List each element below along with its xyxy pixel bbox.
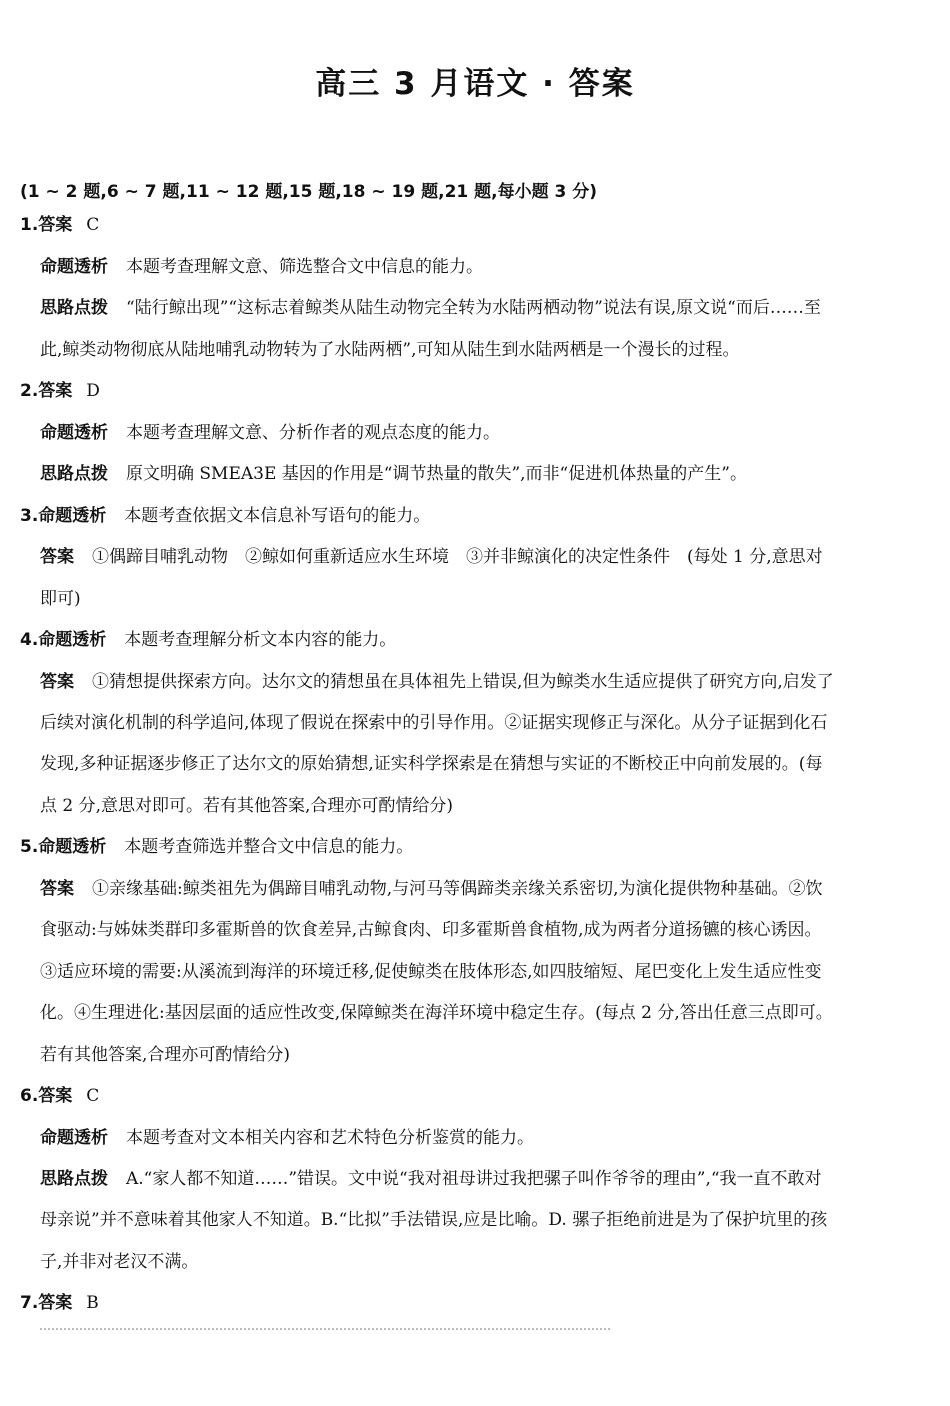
q3-answer-line-2: 即可) bbox=[40, 589, 81, 609]
q2-analysis-text: 本题考查理解文意、分析作者的观点态度的能力。 bbox=[126, 423, 500, 443]
q6-analysis-label: 命题透析 bbox=[40, 1128, 108, 1148]
q6-hint-line-1: A.“家人都不知道……”错误。文中说“我对祖母讲过我把骡子叫作爷爷的理由”,“我一直不敢对 bbox=[126, 1169, 822, 1189]
q4-answer-line-2: 后续对演化机制的科学追问,体现了假说在探索中的引导作用。②证据实现修正与深化。从分子证据到化石 bbox=[40, 713, 828, 733]
q3-answer-line-1: ①偶蹄目哺乳动物 ②鲸如何重新适应水生环境 ③并非鲸演化的决定性条件 (每处 1 分,意思对 bbox=[92, 547, 823, 567]
q6-number: 6. bbox=[20, 1086, 39, 1106]
q4-answer-row bbox=[40, 670, 928, 694]
q1-hint-line-1: “陆行鲸出现”“这标志着鲸类从陆生动物完全转为水陆两栖动物”说法有误,原文说“而后……至 bbox=[126, 298, 821, 318]
q2-answer-value: D bbox=[86, 381, 100, 401]
q4-analysis-label: 命题透析 bbox=[38, 630, 107, 650]
q3-answer-row bbox=[40, 545, 928, 569]
q6-answer-label: 答案 bbox=[38, 1086, 73, 1106]
q7-answer-label: 答案 bbox=[38, 1293, 73, 1313]
q2-analysis-row bbox=[40, 421, 920, 445]
q2-analysis-label: 命题透析 bbox=[40, 423, 108, 443]
q6-analysis-text: 本题考查对文本相关内容和艺术特色分析鉴赏的能力。 bbox=[126, 1128, 534, 1148]
q1-answer-row bbox=[20, 213, 320, 237]
q2-hint-text: 原文明确 SMEA3E 基因的作用是“调节热量的散失”,而非“促进机体热量的产生”。 bbox=[126, 464, 747, 484]
q5-number: 5. bbox=[20, 837, 39, 857]
q5-answer-line-2: 食驱动:与姊妹类群印多霍斯兽的饮食差异,古鲸食肉、印多霍斯兽食植物,成为两者分道扬镳的核心诱因。 bbox=[40, 920, 822, 940]
q1-answer-value: C bbox=[86, 215, 100, 235]
q4-answer-line-3: 发现,多种证据逐步修正了达尔文的原始猜想,证实科学探索是在猜想与实证的不断校正中向前发展的。(每 bbox=[40, 754, 823, 774]
q6-answer-row bbox=[20, 1084, 320, 1108]
q5-answer-line-4: 化。④生理进化:基因层面的适应性改变,保障鲸类在海洋环境中稳定生存。(每点 2 分,答出任意三点即可。 bbox=[40, 1003, 833, 1023]
q4-answer-line-1: ①猜想提供探索方向。达尔文的猜想虽在具体祖先上错误,但为鲸类水生适应提供了研究方向,启发了 bbox=[92, 672, 834, 692]
q5-analysis-label: 命题透析 bbox=[38, 837, 107, 857]
q5-analysis-row bbox=[20, 835, 900, 859]
q5-answer-label: 答案 bbox=[40, 879, 74, 899]
q2-answer-row bbox=[20, 379, 320, 403]
page-cutoff-line bbox=[40, 1328, 610, 1333]
q6-hint-row bbox=[40, 1167, 928, 1191]
q6-hint-label: 思路点拨 bbox=[40, 1169, 108, 1189]
q4-analysis-row bbox=[20, 628, 900, 652]
q2-hint-row bbox=[40, 462, 920, 486]
q1-analysis-label: 命题透析 bbox=[40, 257, 108, 277]
q6-hint-line-3: 子,并非对老汉不满。 bbox=[40, 1252, 199, 1272]
q2-answer-label: 答案 bbox=[38, 381, 73, 401]
q3-analysis-label: 命题透析 bbox=[38, 506, 107, 526]
q4-analysis-text: 本题考查理解分析文本内容的能力。 bbox=[124, 630, 397, 650]
q5-answer-line-5: 若有其他答案,合理亦可酌情给分) bbox=[40, 1045, 291, 1065]
q4-number: 4. bbox=[20, 630, 39, 650]
q3-number: 3. bbox=[20, 506, 39, 526]
q6-answer-value: C bbox=[86, 1086, 100, 1106]
q2-hint-label: 思路点拨 bbox=[40, 464, 108, 484]
q6-analysis-row bbox=[40, 1126, 920, 1150]
q1-analysis-text: 本题考查理解文意、筛选整合文中信息的能力。 bbox=[126, 257, 483, 277]
scoring-note: (1 ~ 2 题,6 ~ 7 题,11 ~ 12 题,15 题,18 ~ 19 题,21 题,每小题 3 分) bbox=[20, 182, 598, 202]
q2-number: 2. bbox=[20, 381, 39, 401]
page-title: 高三 3 月语文 · 答案 bbox=[315, 66, 635, 102]
q1-analysis-row bbox=[40, 255, 920, 279]
q4-answer-line-4: 点 2 分,意思对即可。若有其他答案,合理亦可酌情给分) bbox=[40, 796, 454, 816]
q7-answer-value: B bbox=[86, 1293, 99, 1313]
q1-hint-label: 思路点拨 bbox=[40, 298, 108, 318]
q1-answer-label: 答案 bbox=[38, 215, 73, 235]
q6-hint-line-2: 母亲说”并不意味着其他家人不知道。B.“比拟”手法错误,应是比喻。D. 骡子拒绝前进是为了保护坑里的孩 bbox=[40, 1210, 828, 1230]
q5-answer-line-3: ③适应环境的需要:从溪流到海洋的环境迁移,促使鲸类在肢体形态,如四肢缩短、尾巴变化上发生适应性变 bbox=[40, 962, 822, 982]
q3-analysis-row bbox=[20, 504, 900, 528]
q4-answer-label: 答案 bbox=[40, 672, 74, 692]
q5-answer-row bbox=[40, 877, 928, 901]
q7-number: 7. bbox=[20, 1293, 39, 1313]
q3-answer-label: 答案 bbox=[40, 547, 74, 567]
q7-answer-row bbox=[20, 1291, 320, 1315]
q5-analysis-text: 本题考查筛选并整合文中信息的能力。 bbox=[124, 837, 414, 857]
q1-number: 1. bbox=[20, 215, 39, 235]
q1-hint-line-2: 此,鲸类动物彻底从陆地哺乳动物转为了水陆两栖”,可知从陆生到水陆两栖是一个漫长的过程。 bbox=[40, 340, 740, 360]
q3-analysis-text: 本题考查依据文本信息补写语句的能力。 bbox=[124, 506, 431, 526]
q5-answer-line-1: ①亲缘基础:鲸类祖先为偶蹄目哺乳动物,与河马等偶蹄类亲缘关系密切,为演化提供物种基础。②饮 bbox=[92, 879, 823, 899]
q1-hint-row bbox=[40, 296, 928, 320]
